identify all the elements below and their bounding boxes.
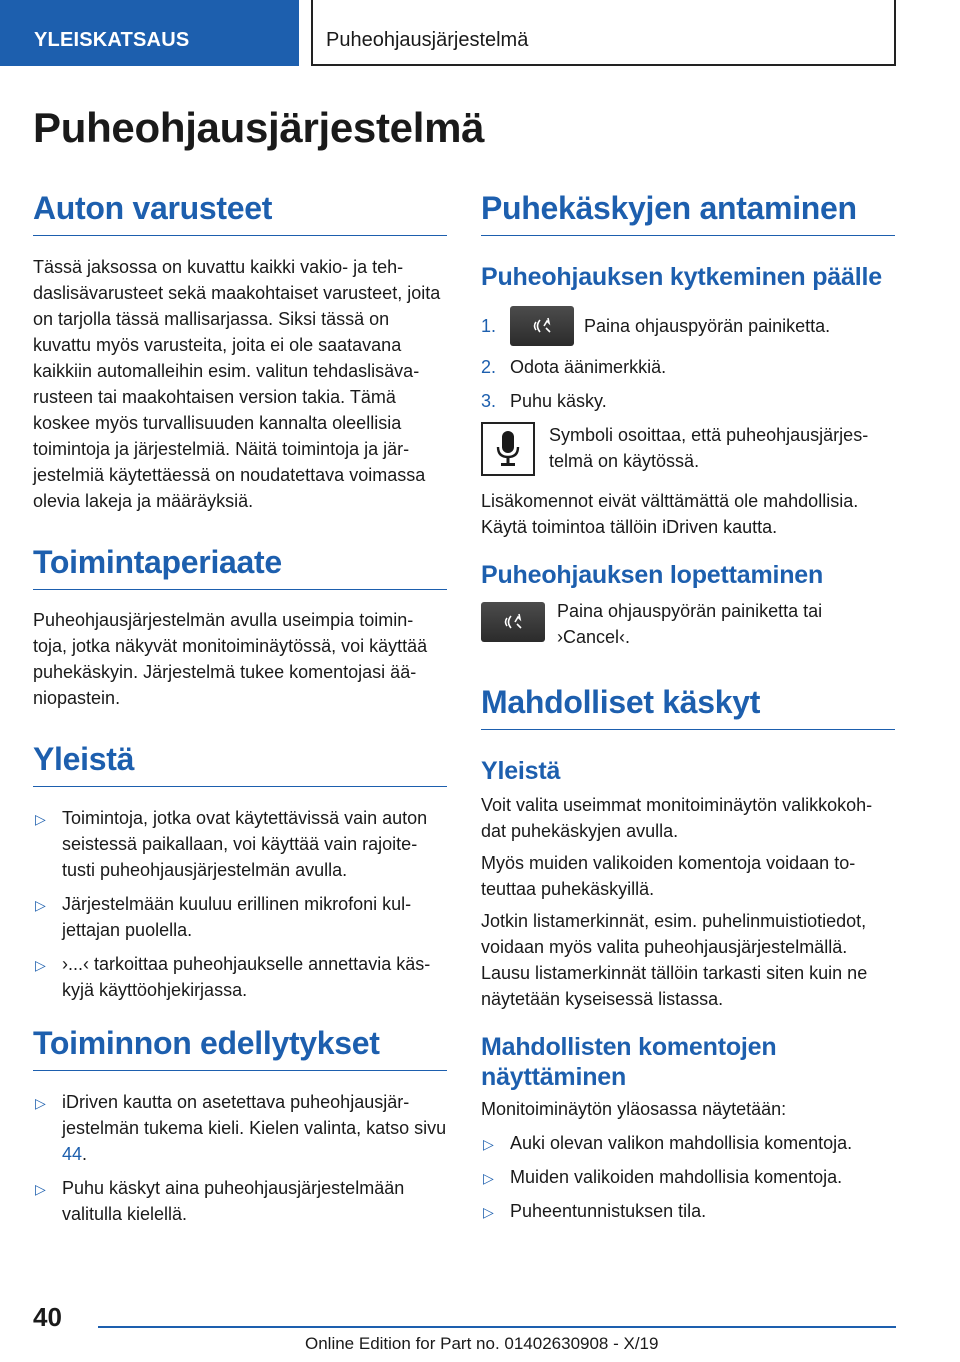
page-number: 40 — [33, 1302, 62, 1332]
triangle-bullet-icon: ▷ — [483, 1204, 494, 1220]
step-number: 2. — [481, 357, 497, 377]
paragraph-lausu: Lausu listamerkinnät tällöin tarkasti siten kuin ne näytetään kyseisessä listassa. — [481, 963, 868, 1009]
paragraph-auton-varusteet: Tässä jaksossa on kuvattu kaikki vakio- ja teh-daslisävarusteet sekä maakohtaiset varusteet, joita on tarjolla tässä mallisarjassa. Siksi tässä on kuvattu myös varusteita, joita ei ole saatavana kaikkiin automalleihin esim. valitun tehdaslisäva-rusteen tai maakohtaisen version takia. Tämä koskee myös turvallisuuden kannalta oleellisia toimintoja ja järjestelmiä. Näitä toimintoja ja jär-jestelmiä käytettäessä on noudatettava voimassa olevia lakeja ja määräyksiä. — [33, 257, 441, 511]
step-item — [481, 388, 895, 414]
list-item — [33, 1175, 447, 1227]
cancel-note-text: Paina ohjauspyörän painiketta tai ›Cancel‹. — [557, 601, 823, 647]
section-yleista — [33, 741, 447, 1003]
heading-yleista: Yleistä — [33, 741, 447, 787]
triangle-bullet-icon: ▷ — [35, 811, 46, 827]
paragraph-toimintaperiaate: Puheohjausjärjestelmän avulla useimpia toimin-toja, jotka näkyvät monitoiminäytössä, voi käyttää puhekäskyin. Järjestelmä tukee komentojasi ää-niopastein. — [33, 610, 428, 708]
symbol-note-text: Symboli osoittaa, että puheohjausjärjes-telmä on käytössä. — [549, 425, 869, 471]
heading-toimintaperiaate: Toimintaperiaate — [33, 544, 447, 590]
voice-button-icon — [481, 602, 545, 642]
heading-yleista-right: Yleistä — [481, 757, 561, 785]
paragraph-valikkokohdat: Voit valita useimmat monitoiminäytön valikkokoh-dat puhekäskyjen avulla. — [481, 795, 873, 841]
step-number: 3. — [481, 391, 497, 411]
triangle-bullet-icon: ▷ — [35, 1095, 46, 1111]
edellytykset-list — [33, 1089, 447, 1227]
list-item — [481, 1164, 895, 1190]
list-item — [33, 805, 447, 883]
list-item-text: Auki olevan valikon mahdollisia komentoja. — [510, 1133, 853, 1153]
list-item — [33, 1089, 447, 1167]
page-title: Puheohjausjärjestelmä — [33, 104, 485, 151]
triangle-bullet-icon: ▷ — [35, 957, 46, 973]
paragraph-listamerkinnat: Jotkin listamerkinnät, esim. puhelinmuistiotiedot, voidaan myös valita puheohjausjärjestelmällä. — [481, 911, 867, 957]
triangle-bullet-icon: ▷ — [483, 1136, 494, 1152]
cancel-note — [481, 598, 895, 650]
page-link[interactable]: 44 — [62, 1144, 83, 1164]
nayttaminen-list — [481, 1130, 895, 1224]
heading-toiminnon-edellytykset: Toiminnon edellytykset — [33, 1025, 447, 1071]
heading-auton-varusteet: Auton varusteet — [33, 190, 447, 236]
step-item — [481, 306, 895, 346]
list-item — [481, 1198, 895, 1224]
symbol-note — [481, 422, 895, 476]
paragraph-muiden-valikoiden: Myös muiden valikoiden komentoja voidaan to-teuttaa puhekäskyillä. — [481, 853, 856, 899]
steps-list — [481, 306, 895, 414]
section-tab[interactable]: YLEISKATSAUS — [0, 0, 299, 66]
paragraph-monitoiminaytto: Monitoiminäytön yläosassa näytetään: — [481, 1099, 787, 1119]
list-item — [33, 891, 447, 943]
right-column — [481, 190, 895, 1232]
step-text: Odota äänimerkkiä. — [510, 357, 667, 377]
triangle-bullet-icon: ▷ — [35, 1181, 46, 1197]
paragraph-lisakomennot: Lisäkomennot eivät välttämättä ole mahdollisia. Käytä toimintoa tällöin iDriven kautta. — [481, 491, 859, 537]
left-column — [33, 190, 447, 1235]
list-item-end: . — [82, 1144, 88, 1164]
heading-mahdolliset-kaskyt: Mahdolliset käskyt — [481, 684, 895, 730]
heading-kytkeminen-paalle: Puheohjauksen kytkeminen päälle — [481, 263, 882, 291]
list-item-text: Puhu käskyt aina puheohjausjärjestelmään valitulla kielellä. — [62, 1178, 405, 1224]
triangle-bullet-icon: ▷ — [483, 1170, 494, 1186]
list-item-text: Järjestelmään kuuluu erillinen mikrofoni kul-jettajan puolella. — [62, 894, 412, 940]
list-item-text: Muiden valikoiden mahdollisia komentoja. — [510, 1167, 843, 1187]
list-item-text: Puheentunnistuksen tila. — [510, 1201, 707, 1221]
step-item — [481, 354, 895, 380]
voice-button-icon — [510, 306, 574, 346]
heading-komentojen-nayttaminen: Mahdollisten komentojen näyttäminen — [481, 1033, 777, 1091]
list-item — [481, 1130, 895, 1156]
section-auton-varusteet — [33, 190, 447, 514]
step-text: Puhu käsky. — [510, 391, 607, 411]
step-text: Paina ohjauspyörän painiketta. — [584, 316, 831, 336]
list-item-text: Toimintoja, jotka ovat käytettävissä vain auton seistessä paikallaan, voi käyttää vain rajoite-tusti puheohjausjärjestelmän avulla. — [62, 808, 428, 880]
yleista-list — [33, 805, 447, 1003]
step-number: 1. — [481, 316, 497, 336]
list-item-text: iDriven kautta on asetettava puheohjausjär-jestelmän tukema kieli. Kielen valinta, katso sivu — [62, 1092, 447, 1138]
list-item-text: ›...‹ tarkoittaa puheohjaukselle annettavia käs-kyjä käyttöohjekirjassa. — [62, 954, 431, 1000]
footer-edition: Online Edition for Part no. 01402630908 - X/19 — [305, 1334, 659, 1353]
heading-puhekaskyjen-antaminen: Puhekäskyjen antaminen — [481, 190, 895, 236]
heading-lopettaminen: Puheohjauksen lopettaminen — [481, 561, 824, 589]
breadcrumb: Puheohjausjärjestelmä — [311, 0, 896, 66]
microphone-icon — [481, 422, 535, 476]
list-item — [33, 951, 447, 1003]
triangle-bullet-icon: ▷ — [35, 897, 46, 913]
footer-divider — [98, 1326, 896, 1328]
section-toiminnon-edellytykset — [33, 1025, 447, 1227]
section-toimintaperiaate — [33, 544, 447, 711]
